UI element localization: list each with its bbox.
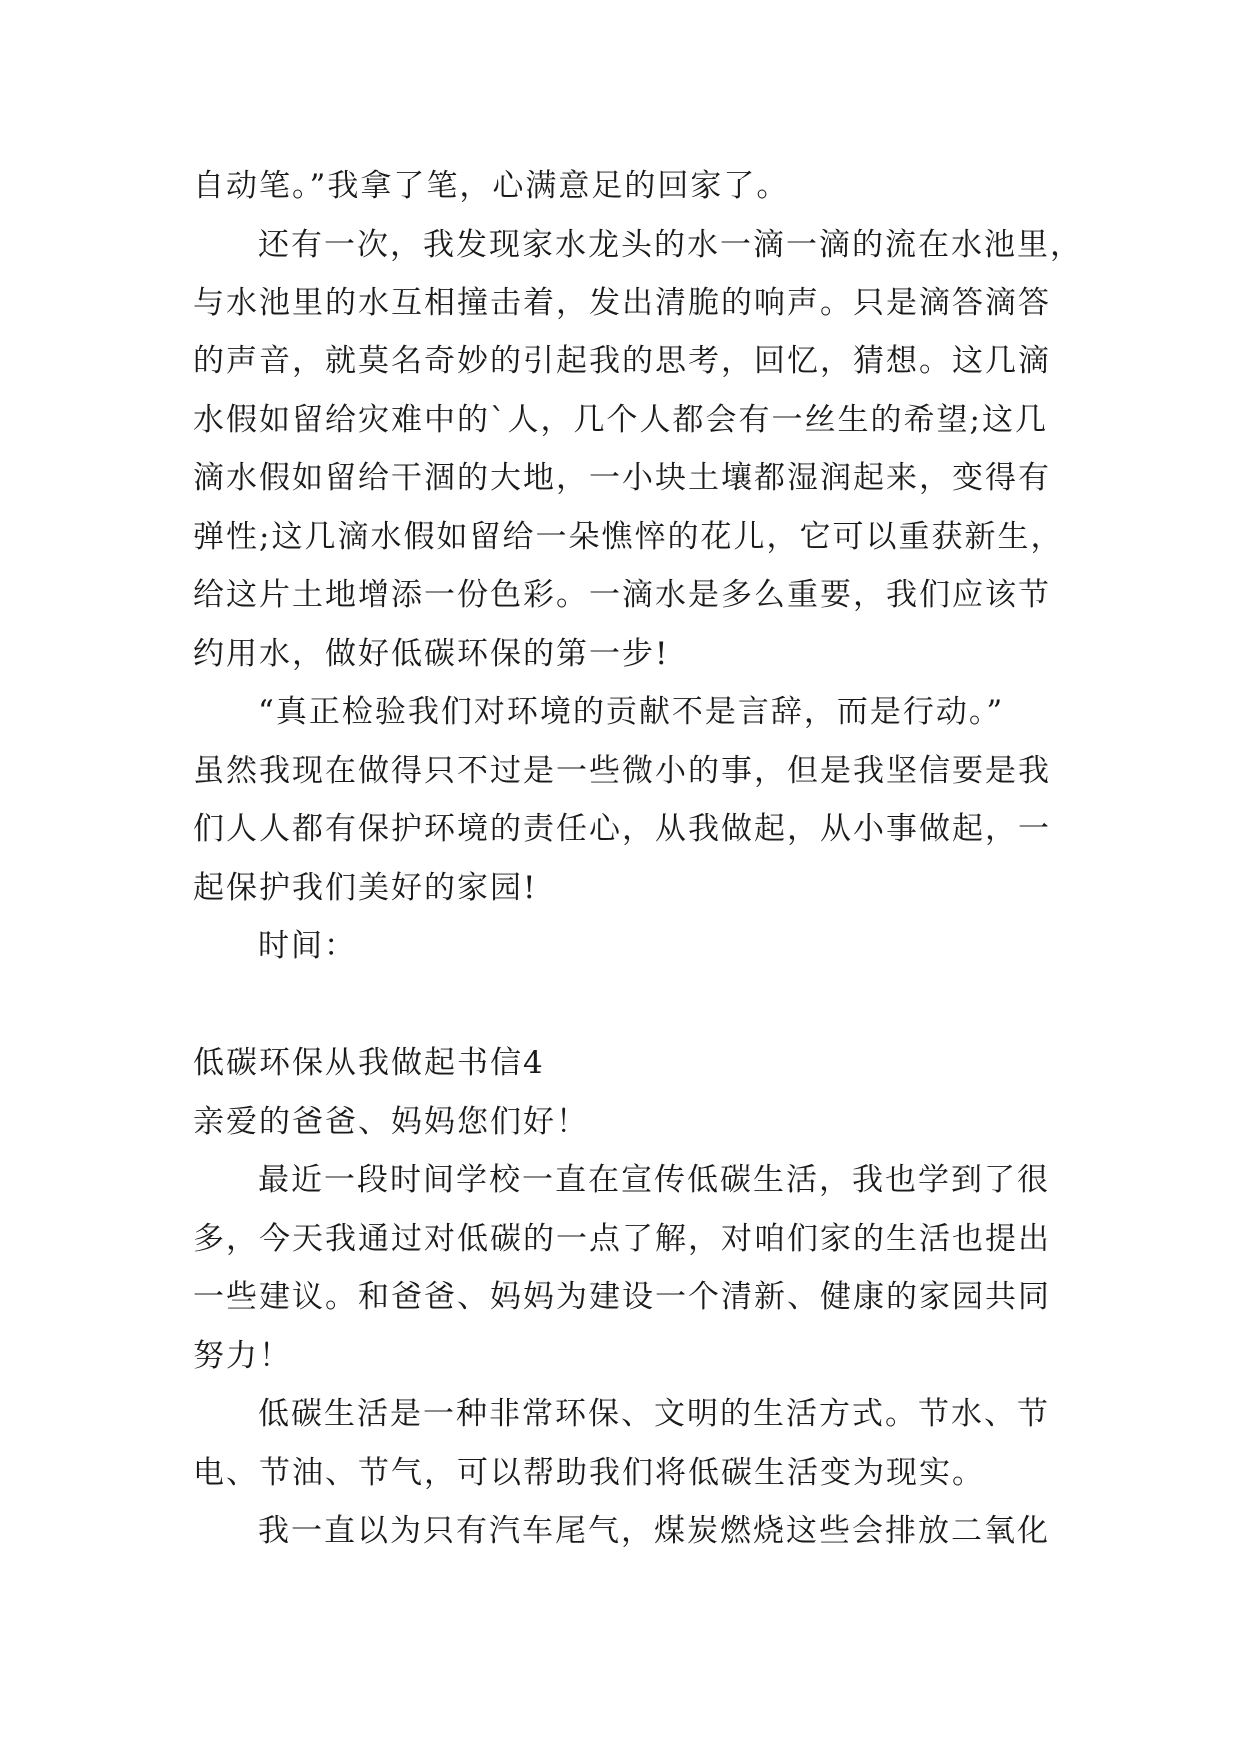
text-line: 虽然我现在做得只不过是一些微小的事，但是我坚信要是我 <box>193 753 1051 789</box>
text-line: 约用水，做好低碳环保的第一步! <box>193 636 670 672</box>
paragraph-start-line: 我一直以为只有汽车尾气，煤炭燃烧这些会排放二氧化 <box>258 1513 1050 1549</box>
text-line: 给这片土地增添一份色彩。一滴水是多么重要，我们应该节 <box>193 577 1051 613</box>
text-line: 水假如留给灾难中的`人，几个人都会有一丝生的希望;这几 <box>193 402 1048 438</box>
paragraph-start-line: 还有一次，我发现家水龙头的水一滴一滴的流在水池里， <box>258 227 1083 263</box>
text-line: 弹性;这几滴水假如留给一朵憔悴的花儿，它可以重获新生， <box>193 519 1064 555</box>
paragraph-start-line: 最近一段时间学校一直在宣传低碳生活，我也学到了很 <box>258 1162 1050 1198</box>
paragraph-start-line: 低碳生活是一种非常环保、文明的生活方式。节水、节 <box>258 1396 1050 1432</box>
text-line: 努力！ <box>193 1338 292 1374</box>
text-line: 一些建议。和爸爸、妈妈为建设一个清新、健康的家园共同 <box>193 1279 1051 1315</box>
text-line: 们人人都有保护环境的责任心，从我做起，从小事做起，一 <box>193 811 1051 847</box>
text-line: 与水池里的水互相撞击着，发出清脆的响声。只是滴答滴答 <box>193 285 1051 321</box>
text-line: 滴水假如留给干涸的大地，一小块土壤都湿润起来，变得有 <box>193 460 1051 496</box>
quote-line: “真正检验我们对环境的贡献不是言辞，而是行动。” <box>258 694 1005 730</box>
section-title: 低碳环保从我做起书信4 <box>193 1045 545 1081</box>
salutation: 亲爱的爸爸、妈妈您们好！ <box>193 1104 589 1140</box>
text-line: 起保护我们美好的家园! <box>193 870 538 906</box>
text-line: 的声音，就莫名奇妙的引起我的思考，回忆，猜想。这几滴 <box>193 343 1051 379</box>
date-label: 时间： <box>258 928 357 964</box>
text-line: 电、节油、节气，可以帮助我们将低碳生活变为现实。 <box>193 1455 985 1491</box>
text-line: 多，今天我通过对低碳的一点了解，对咱们家的生活也提出 <box>193 1221 1051 1257</box>
text-line: 自动笔。”我拿了笔，心满意足的回家了。 <box>193 168 790 204</box>
